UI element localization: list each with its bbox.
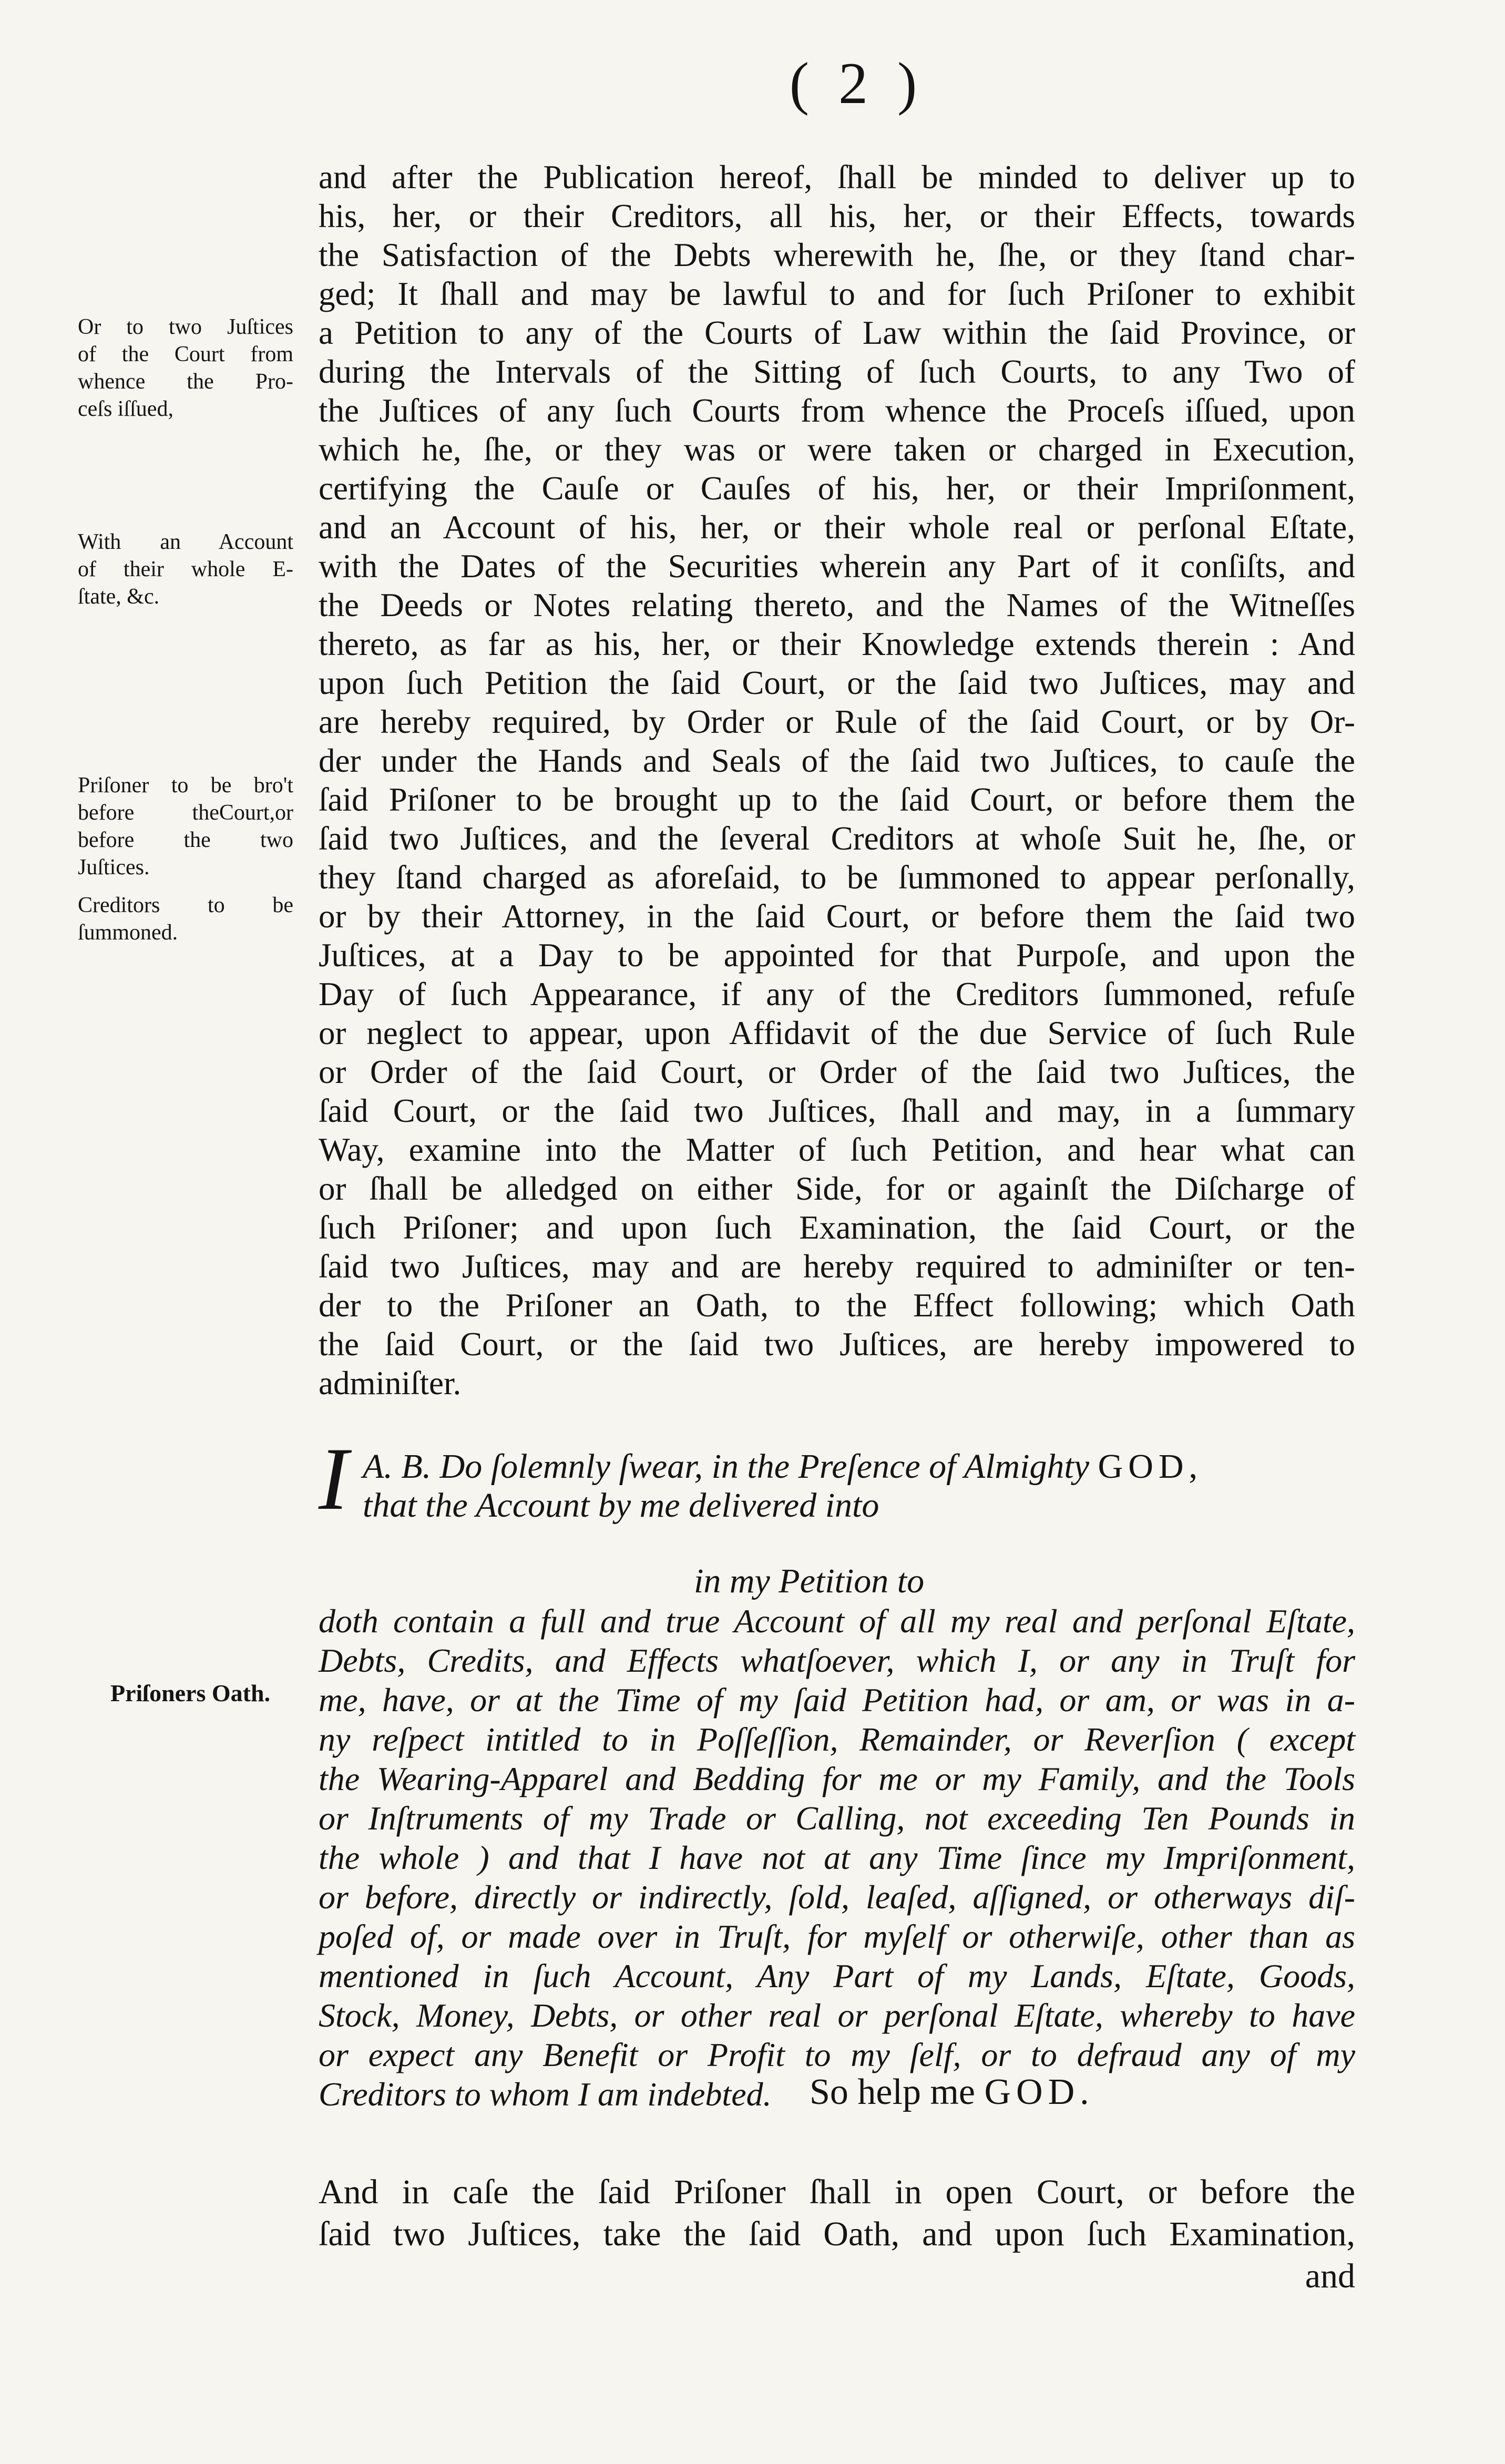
margin-note-line: of the Court from — [78, 342, 293, 366]
final-paragraph — [319, 2171, 1355, 2297]
margin-note-line: ſummoned. — [78, 921, 178, 945]
margin-note-justices — [78, 313, 293, 423]
margin-note-line: Priſoners Oath. — [110, 1680, 271, 1706]
body-line: his, her, or their Creditors, all his, her, or their Effects, towards — [319, 198, 1355, 234]
body-line: the Juſtices of any ſuch Courts from whence the Proceſs iſſued, upon — [319, 392, 1355, 429]
oath-closing — [810, 2071, 1094, 2113]
oath-line: ny reſpect intitled to in Poſſeſſion, Remainder, or Reverſion ( except — [319, 1721, 1355, 1758]
final-line: ſaid two Juſtices, take the ſaid Oath, and upon ſuch Examination, — [319, 2215, 1355, 2253]
body-line: the ſaid Court, or the ſaid two Juſtices, are hereby impowered to — [319, 1326, 1355, 1363]
body-line: ged; It ſhall and may be lawful to and for ſuch Priſoner to exhibit — [319, 275, 1355, 312]
oath-line: poſed of, or made over in Truſt, for myſelf or otherwiſe, other than as — [319, 1918, 1355, 1955]
body-paragraph — [319, 158, 1355, 1403]
oath-drop-cap: I — [319, 1429, 349, 1528]
oath-line: Creditors to whom I am indebted. — [319, 2076, 772, 2113]
oath-line: the whole ) and that I have not at any Time ſince my Impriſonment, — [319, 1839, 1355, 1876]
body-line: the Deeds or Notes relating thereto, and the Names of the Witneſſes — [319, 587, 1355, 623]
oath-third-text: in my Petition to — [694, 1562, 925, 1600]
body-line: with the Dates of the Securities wherein any Part of it conſiſts, and — [319, 548, 1355, 585]
body-line: ſaid two Juſtices, may and are hereby required to adminiſter or ten- — [319, 1248, 1355, 1285]
body-line: der to the Priſoner an Oath, to the Effect following; which Oath — [319, 1287, 1355, 1324]
body-line: Way, examine into the Matter of ſuch Petition, and hear what can — [319, 1131, 1355, 1168]
body-line: certifying the Cauſe or Cauſes of his, her, or their Impriſonment, — [319, 470, 1355, 507]
margin-note-line: Priſoner to be bro't — [78, 773, 293, 798]
oath-line: the Wearing-Apparel and Bedding for me or my Family, and the Tools — [319, 1760, 1355, 1797]
body-line: ſuch Priſoner; and upon ſuch Examination, the ſaid Court, or the — [319, 1209, 1355, 1246]
oath-line: or Inſtruments of my Trade or Calling, not exceeding Ten Pounds in — [319, 1800, 1355, 1837]
body-line: ſaid Priſoner to be brought up to the ſaid Court, or before them the — [319, 781, 1355, 818]
margin-note-line: With an Account — [78, 530, 293, 554]
margin-note-line: Or to two Juſtices — [78, 315, 293, 339]
oath-line: or before, directly or indirectly, ſold, leaſed, aſſigned, or otherways diſ- — [319, 1878, 1355, 1916]
body-line: or Order of the ſaid Court, or Order of the ſaid two Juſtices, the — [319, 1054, 1355, 1090]
body-line: the Satisfaction of the Debts wherewith he, ſhe, or they ſtand char- — [319, 237, 1355, 273]
margin-note-line: Creditors to be — [78, 893, 293, 917]
body-line: which he, ſhe, or they was or were taken or charged in Execution, — [319, 431, 1355, 468]
body-line: and after the Publication hereof, ſhall be minded to deliver up to — [319, 159, 1355, 196]
margin-note-line: of their whole E- — [78, 557, 293, 581]
catchword: and — [1305, 2257, 1355, 2295]
body-line: upon ſuch Petition the ſaid Court, or the ſaid two Juſtices, may and — [319, 664, 1355, 701]
body-line: der under the Hands and Seals of the ſaid two Juſtices, to cauſe the — [319, 742, 1355, 779]
final-line: And in caſe the ſaid Priſoner ſhall in open Court, or before the — [319, 2173, 1355, 2211]
margin-note-line: ceſs iſſued, — [78, 397, 173, 421]
body-line: a Petition to any of the Courts of Law within the ſaid Province, or — [319, 314, 1355, 351]
oath-third-line — [694, 1561, 924, 1601]
margin-note-prisoners-oath — [110, 1680, 305, 1707]
body-line: and an Account of his, her, or their whole real or perſonal Eſtate, — [319, 509, 1355, 546]
body-line: or neglect to appear, upon Affidavit of the due Service of ſuch Rule — [319, 1015, 1355, 1051]
margin-note-prisoner-brought — [78, 772, 293, 881]
body-line: during the Intervals of the Sitting of ſuch Courts, to any Two of — [319, 353, 1355, 390]
body-line: Day of ſuch Appearance, if any of the Creditors ſummoned, refuſe — [319, 976, 1355, 1013]
body-line: ſaid two Juſtices, and the ſeveral Creditors at whoſe Suit he, ſhe, or — [319, 820, 1355, 857]
oath-line: me, have, or at the Time of my ſaid Petition had, or am, or was in a- — [319, 1681, 1355, 1719]
body-line: ſaid Court, or the ſaid two Juſtices, ſhall and may, in a ſummary — [319, 1092, 1355, 1129]
oath-line: doth contain a full and true Account of all my real and perſonal Eſtate, — [319, 1602, 1355, 1640]
margin-note-line: before the two — [78, 828, 293, 852]
margin-note-line: whence the Pro- — [78, 370, 293, 394]
oath-line: Debts, Credits, and Effects whatſoever, which I, or any in Truſt for — [319, 1642, 1355, 1679]
body-line: they ſtand charged as aforeſaid, to be ſummoned to appear perſonally, — [319, 859, 1355, 896]
oath-line: Stock, Money, Debts, or other real or perſonal Eſtate, whereby to have — [319, 1997, 1355, 2034]
closing-text: So help me — [810, 2072, 975, 2112]
body-line: or by their Attorney, in the ſaid Court, or before them the ſaid two — [319, 898, 1355, 935]
body-line: are hereby required, by Order or Rule of the ſaid Court, or by Or- — [319, 703, 1355, 740]
margin-note-account — [78, 528, 293, 610]
margin-note-line: ſtate, &c. — [78, 585, 160, 609]
closing-god-word: GOD. — [984, 2072, 1094, 2112]
body-line: Juſtices, at a Day to be appointed for that Purpoſe, and upon the — [319, 937, 1355, 974]
oath-second-text: that the Account by me delivered into — [363, 1486, 879, 1525]
page-number: ( 2 ) — [789, 51, 925, 116]
margin-note-line: Juſtices. — [78, 855, 150, 880]
oath-second-line — [363, 1486, 1355, 1526]
oath-body — [319, 1601, 1355, 2114]
oath-opening-text: A. B. Do ſolemnly ſwear, in the Preſence of Almighty — [363, 1447, 1090, 1486]
body-line: or ſhall be alledged on either Side, for or againſt the Diſcharge of — [319, 1170, 1355, 1207]
oath-line: or expect any Benefit or Profit to my ſelf, or to defraud any of my — [319, 2036, 1355, 2073]
oath-line: mentioned in ſuch Account, Any Part of my Lands, Eſtate, Goods, — [319, 1957, 1355, 1995]
body-line: adminiſter. — [319, 1365, 462, 1402]
body-line: thereto, as far as his, her, or their Knowledge extends therein : And — [319, 626, 1355, 662]
oath-god-word: GOD, — [1098, 1447, 1203, 1486]
margin-note-line: before theCourt,or — [78, 801, 293, 825]
oath-opening-line — [363, 1447, 1355, 1487]
margin-note-creditors — [78, 892, 293, 946]
